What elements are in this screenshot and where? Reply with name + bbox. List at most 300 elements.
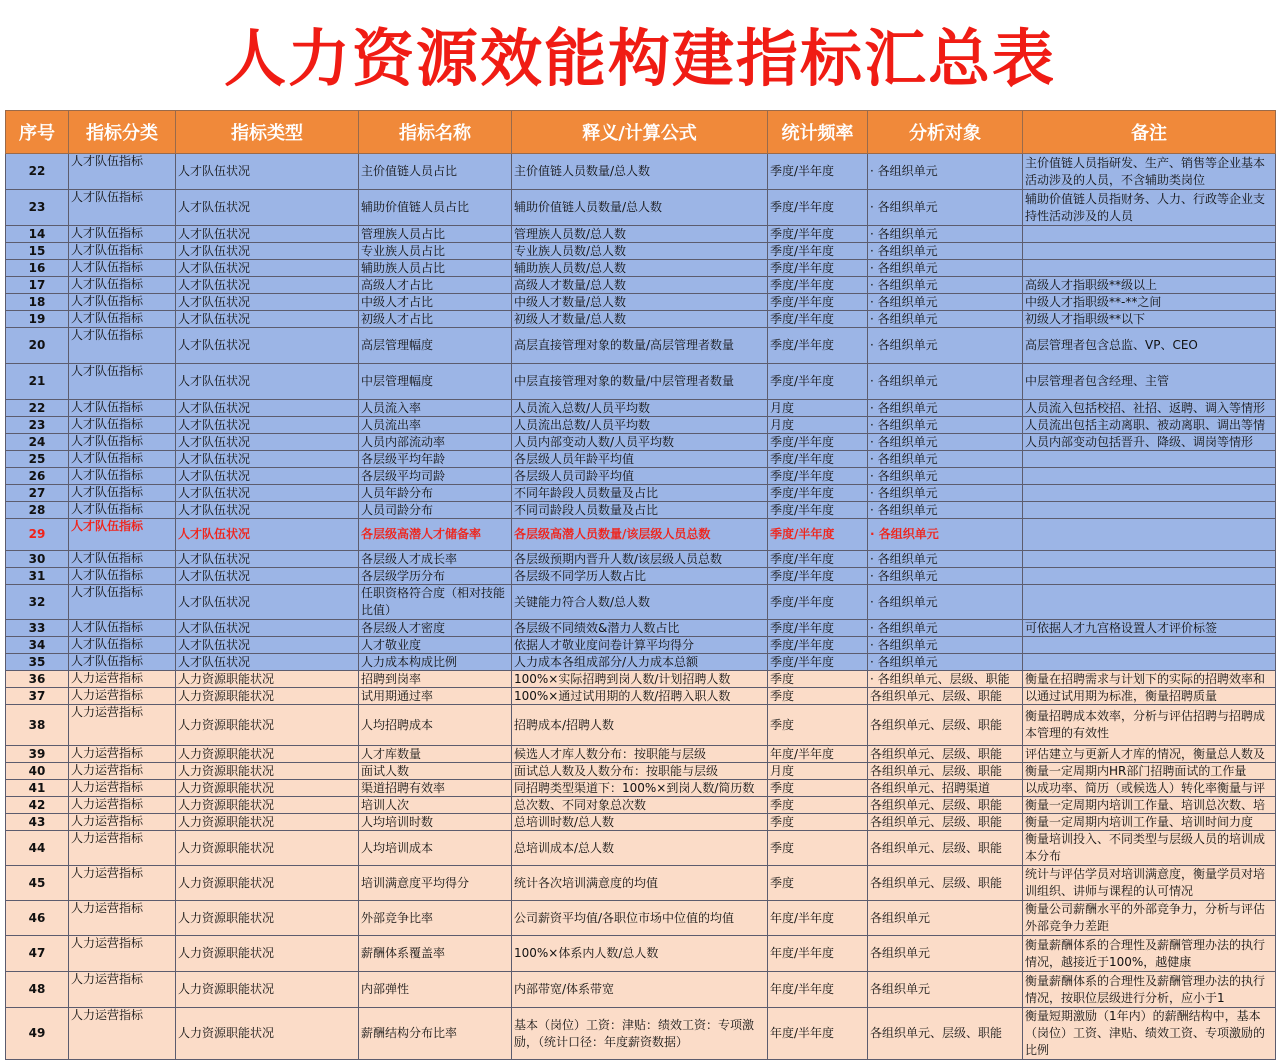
row-no: 26 <box>6 468 69 485</box>
row-note: 衡量公司薪酬水平的外部竞争力，分析与评估外部竞争力差距 <box>1023 901 1276 936</box>
row-name: 高级人才占比 <box>359 277 512 294</box>
row-category: 人才队伍指标 <box>69 519 176 551</box>
row-name: 招聘到岗率 <box>359 671 512 688</box>
row-name: 培训人次 <box>359 797 512 814</box>
row-formula: 招聘成本/招聘人数 <box>512 705 768 746</box>
row-object: · 各组织单元 <box>868 434 1023 451</box>
row-frequency: 季度 <box>768 705 868 746</box>
row-name: 人均培训成本 <box>359 831 512 866</box>
row-note: 衡量培训投入、不同类型与层级人员的培训成本分布 <box>1023 831 1276 866</box>
row-formula: 辅助族人员数/总人数 <box>512 260 768 277</box>
table-row <box>6 434 1276 451</box>
indicator-table <box>5 110 1276 1060</box>
row-note <box>1023 451 1276 468</box>
row-name: 人员内部流动率 <box>359 434 512 451</box>
row-note <box>1023 260 1276 277</box>
row-type: 人力资源职能状况 <box>176 866 359 901</box>
row-type: 人才队伍状况 <box>176 585 359 620</box>
row-note <box>1023 551 1276 568</box>
row-name: 人才敬业度 <box>359 637 512 654</box>
row-frequency: 季度/半年度 <box>768 190 868 226</box>
row-formula: 各层级预期内晋升人数/该层级人员总数 <box>512 551 768 568</box>
row-frequency: 季度/半年度 <box>768 328 868 364</box>
row-category: 人力运营指标 <box>69 705 176 746</box>
row-name: 专业族人员占比 <box>359 243 512 260</box>
row-object: · 各组织单元 <box>868 585 1023 620</box>
row-no: 45 <box>6 866 69 901</box>
row-type: 人才队伍状况 <box>176 154 359 190</box>
row-note: 统计与评估学员对培训满意度，衡量学员对培训组织、讲师与课程的认可情况 <box>1023 866 1276 901</box>
row-name: 高层管理幅度 <box>359 328 512 364</box>
row-frequency: 季度 <box>768 831 868 866</box>
row-frequency: 季度/半年度 <box>768 243 868 260</box>
row-no: 40 <box>6 763 69 780</box>
row-formula: 100%×通过试用期的人数/招聘入职人数 <box>512 688 768 705</box>
row-object: · 各组织单元、层级、职能 <box>868 671 1023 688</box>
row-note: 衡量招聘成本效率，分析与评估招聘与招聘成本管理的有效性 <box>1023 705 1276 746</box>
row-note <box>1023 637 1276 654</box>
table-row <box>6 620 1276 637</box>
row-type: 人才队伍状况 <box>176 364 359 400</box>
table-row <box>6 328 1276 364</box>
row-category: 人才队伍指标 <box>69 190 176 226</box>
row-formula: 同招聘类型渠道下：100%×到岗人数/简历数 <box>512 780 768 797</box>
row-formula: 初级人才数量/总人数 <box>512 311 768 328</box>
row-name: 辅助族人员占比 <box>359 260 512 277</box>
table-row <box>6 936 1276 972</box>
row-object: · 各组织单元 <box>868 654 1023 671</box>
row-formula: 总次数、不同对象总次数 <box>512 797 768 814</box>
row-name: 人均培训时数 <box>359 814 512 831</box>
row-category: 人才队伍指标 <box>69 620 176 637</box>
row-formula: 基本（岗位）工资：津贴：绩效工资：专项激励，（统计口径：年度薪资数据） <box>512 1008 768 1060</box>
row-frequency: 季度 <box>768 671 868 688</box>
row-type: 人才队伍状况 <box>176 468 359 485</box>
row-formula: 各层级高潜人员数量/该层级人员总数 <box>512 519 768 551</box>
row-category: 人力运营指标 <box>69 1008 176 1060</box>
row-category: 人才队伍指标 <box>69 260 176 277</box>
row-formula: 不同年龄段人员数量及占比 <box>512 485 768 502</box>
row-note: 衡量一定周期内培训工作量、培训时间力度 <box>1023 814 1276 831</box>
row-formula: 人力成本各组成部分/人力成本总额 <box>512 654 768 671</box>
row-name: 各层级平均司龄 <box>359 468 512 485</box>
row-note: 衡量一定周期内培训工作量、培训总次数、培 <box>1023 797 1276 814</box>
header-name: 指标名称 <box>359 111 512 154</box>
row-category: 人才队伍指标 <box>69 551 176 568</box>
row-name: 人才库数量 <box>359 746 512 763</box>
row-formula: 总培训成本/总人数 <box>512 831 768 866</box>
row-frequency: 季度/半年度 <box>768 154 868 190</box>
row-no: 24 <box>6 434 69 451</box>
table-row <box>6 746 1276 763</box>
row-name: 初级人才占比 <box>359 311 512 328</box>
table-row <box>6 311 1276 328</box>
row-note <box>1023 519 1276 551</box>
row-type: 人才队伍状况 <box>176 654 359 671</box>
table-row <box>6 226 1276 243</box>
row-name: 中级人才占比 <box>359 294 512 311</box>
row-object: · 各组织单元 <box>868 468 1023 485</box>
row-no: 21 <box>6 364 69 400</box>
row-frequency: 季度/半年度 <box>768 551 868 568</box>
row-no: 31 <box>6 568 69 585</box>
row-formula: 各层级人员年龄平均值 <box>512 451 768 468</box>
row-object: 各组织单元 <box>868 901 1023 936</box>
row-no: 28 <box>6 502 69 519</box>
row-note: 人员内部变动包括晋升、降级、调岗等情形 <box>1023 434 1276 451</box>
row-no: 43 <box>6 814 69 831</box>
row-category: 人才队伍指标 <box>69 364 176 400</box>
row-frequency: 季度/半年度 <box>768 568 868 585</box>
table-row <box>6 654 1276 671</box>
table-row <box>6 485 1276 502</box>
row-no: 35 <box>6 654 69 671</box>
row-object: · 各组织单元 <box>868 417 1023 434</box>
row-formula: 依据人才敬业度问卷计算平均得分 <box>512 637 768 654</box>
row-name: 各层级人才密度 <box>359 620 512 637</box>
row-type: 人才队伍状况 <box>176 485 359 502</box>
row-type: 人才队伍状况 <box>176 328 359 364</box>
row-type: 人才队伍状况 <box>176 568 359 585</box>
row-category: 人力运营指标 <box>69 780 176 797</box>
row-frequency: 季度/半年度 <box>768 311 868 328</box>
row-type: 人力资源职能状况 <box>176 688 359 705</box>
row-note: 中级人才指职级**-**之间 <box>1023 294 1276 311</box>
header-frequency: 统计频率 <box>768 111 868 154</box>
row-type: 人才队伍状况 <box>176 294 359 311</box>
row-category: 人力运营指标 <box>69 972 176 1008</box>
row-name: 主价值链人员占比 <box>359 154 512 190</box>
table-row <box>6 154 1276 190</box>
row-no: 38 <box>6 705 69 746</box>
table-row <box>6 780 1276 797</box>
row-name: 任职资格符合度（相对技能比值） <box>359 585 512 620</box>
row-no: 37 <box>6 688 69 705</box>
row-name: 外部竞争比率 <box>359 901 512 936</box>
row-object: · 各组织单元 <box>868 364 1023 400</box>
row-note: 辅助价值链人员指财务、人力、行政等企业支持性活动涉及的人员 <box>1023 190 1276 226</box>
row-object: 各组织单元 <box>868 972 1023 1008</box>
row-no: 42 <box>6 797 69 814</box>
row-no: 36 <box>6 671 69 688</box>
row-type: 人才队伍状况 <box>176 226 359 243</box>
row-frequency: 年度/半年度 <box>768 972 868 1008</box>
row-note <box>1023 654 1276 671</box>
row-type: 人才队伍状况 <box>176 551 359 568</box>
row-formula: 关键能力符合人数/总人数 <box>512 585 768 620</box>
row-frequency: 季度 <box>768 688 868 705</box>
row-frequency: 季度 <box>768 780 868 797</box>
table-row <box>6 763 1276 780</box>
row-no: 32 <box>6 585 69 620</box>
table-row <box>6 972 1276 1008</box>
row-object: · 各组织单元 <box>868 294 1023 311</box>
row-note: 衡量一定周期内HR部门招聘面试的工作量 <box>1023 763 1276 780</box>
header-object: 分析对象 <box>868 111 1023 154</box>
row-no: 41 <box>6 780 69 797</box>
row-note: 衡量短期激励（1年内）的薪酬结构中，基本（岗位）工资、津贴、绩效工资、专项激励的比例 <box>1023 1008 1276 1060</box>
table-row <box>6 277 1276 294</box>
row-category: 人才队伍指标 <box>69 485 176 502</box>
row-formula: 人员流入总数/人员平均数 <box>512 400 768 417</box>
row-no: 22 <box>6 400 69 417</box>
row-no: 25 <box>6 451 69 468</box>
row-name: 人员流入率 <box>359 400 512 417</box>
row-no: 47 <box>6 936 69 972</box>
row-category: 人力运营指标 <box>69 831 176 866</box>
table-row <box>6 797 1276 814</box>
row-note: 评估建立与更新人才库的情况，衡量总人数及 <box>1023 746 1276 763</box>
row-object: · 各组织单元 <box>868 400 1023 417</box>
row-note <box>1023 568 1276 585</box>
row-object: · 各组织单元 <box>868 243 1023 260</box>
row-formula: 面试总人数及人数分布：按职能与层级 <box>512 763 768 780</box>
row-category: 人才队伍指标 <box>69 226 176 243</box>
row-note: 人员流入包括校招、社招、返聘、调入等情形 <box>1023 400 1276 417</box>
row-category: 人才队伍指标 <box>69 154 176 190</box>
row-category: 人才队伍指标 <box>69 502 176 519</box>
table-row <box>6 364 1276 400</box>
row-category: 人力运营指标 <box>69 671 176 688</box>
row-formula: 辅助价值链人员数量/总人数 <box>512 190 768 226</box>
row-frequency: 季度/半年度 <box>768 502 868 519</box>
row-name: 各层级高潜人才储备率 <box>359 519 512 551</box>
row-type: 人力资源职能状况 <box>176 797 359 814</box>
row-object: 各组织单元、层级、职能 <box>868 1008 1023 1060</box>
row-type: 人力资源职能状况 <box>176 901 359 936</box>
row-formula: 各层级不同学历人数占比 <box>512 568 768 585</box>
row-frequency: 季度/半年度 <box>768 294 868 311</box>
row-object: · 各组织单元 <box>868 277 1023 294</box>
row-note: 可依据人才九宫格设置人才评价标签 <box>1023 620 1276 637</box>
row-category: 人才队伍指标 <box>69 585 176 620</box>
row-type: 人才队伍状况 <box>176 400 359 417</box>
row-category: 人才队伍指标 <box>69 468 176 485</box>
row-no: 33 <box>6 620 69 637</box>
row-note: 高级人才指职级**级以上 <box>1023 277 1276 294</box>
row-frequency: 季度 <box>768 866 868 901</box>
row-formula: 主价值链人员数量/总人数 <box>512 154 768 190</box>
row-category: 人才队伍指标 <box>69 400 176 417</box>
row-category: 人才队伍指标 <box>69 243 176 260</box>
row-no: 23 <box>6 190 69 226</box>
row-category: 人才队伍指标 <box>69 654 176 671</box>
row-object: · 各组织单元 <box>868 620 1023 637</box>
row-name: 人均招聘成本 <box>359 705 512 746</box>
row-object: 各组织单元、层级、职能 <box>868 746 1023 763</box>
row-no: 18 <box>6 294 69 311</box>
row-object: · 各组织单元 <box>868 190 1023 226</box>
row-type: 人力资源职能状况 <box>176 705 359 746</box>
table-row <box>6 294 1276 311</box>
row-name: 薪酬结构分布比率 <box>359 1008 512 1060</box>
row-object: 各组织单元、层级、职能 <box>868 797 1023 814</box>
table-row <box>6 671 1276 688</box>
row-type: 人才队伍状况 <box>176 451 359 468</box>
row-type: 人才队伍状况 <box>176 620 359 637</box>
row-name: 人员年龄分布 <box>359 485 512 502</box>
row-name: 内部弹性 <box>359 972 512 1008</box>
row-name: 辅助价值链人员占比 <box>359 190 512 226</box>
row-object: · 各组织单元 <box>868 226 1023 243</box>
row-object: · 各组织单元 <box>868 485 1023 502</box>
table-row <box>6 688 1276 705</box>
row-frequency: 季度/半年度 <box>768 434 868 451</box>
row-note: 衡量薪酬体系的合理性及薪酬管理办法的执行情况，越接近于100%，越健康 <box>1023 936 1276 972</box>
row-object: 各组织单元、层级、职能 <box>868 831 1023 866</box>
row-category: 人才队伍指标 <box>69 311 176 328</box>
row-no: 29 <box>6 519 69 551</box>
header-category: 指标分类 <box>69 111 176 154</box>
row-category: 人力运营指标 <box>69 866 176 901</box>
row-name: 面试人数 <box>359 763 512 780</box>
row-note: 主价值链人员指研发、生产、销售等企业基本活动涉及的人员，不含辅助类岗位 <box>1023 154 1276 190</box>
row-no: 39 <box>6 746 69 763</box>
table-row <box>6 519 1276 551</box>
row-category: 人力运营指标 <box>69 763 176 780</box>
table-row <box>6 1008 1276 1060</box>
row-name: 薪酬体系覆盖率 <box>359 936 512 972</box>
row-note <box>1023 468 1276 485</box>
row-type: 人才队伍状况 <box>176 260 359 277</box>
row-no: 23 <box>6 417 69 434</box>
row-formula: 人员内部变动人数/人员平均数 <box>512 434 768 451</box>
row-name: 人力成本构成比例 <box>359 654 512 671</box>
row-formula: 中层直接管理对象的数量/中层管理者数量 <box>512 364 768 400</box>
header-no: 序号 <box>6 111 69 154</box>
row-formula: 统计各次培训满意度的均值 <box>512 866 768 901</box>
row-object: 各组织单元、招聘渠道 <box>868 780 1023 797</box>
row-type: 人才队伍状况 <box>176 519 359 551</box>
row-name: 人员司龄分布 <box>359 502 512 519</box>
row-category: 人才队伍指标 <box>69 637 176 654</box>
row-type: 人力资源职能状况 <box>176 763 359 780</box>
row-frequency: 年度/半年度 <box>768 1008 868 1060</box>
row-type: 人才队伍状况 <box>176 277 359 294</box>
row-no: 48 <box>6 972 69 1008</box>
row-type: 人才队伍状况 <box>176 190 359 226</box>
table-row <box>6 814 1276 831</box>
row-formula: 100%×实际招聘到岗人数/计划招聘人数 <box>512 671 768 688</box>
row-name: 各层级平均年龄 <box>359 451 512 468</box>
row-object: 各组织单元、层级、职能 <box>868 688 1023 705</box>
row-category: 人力运营指标 <box>69 797 176 814</box>
row-category: 人才队伍指标 <box>69 328 176 364</box>
row-name: 中层管理幅度 <box>359 364 512 400</box>
row-frequency: 季度/半年度 <box>768 277 868 294</box>
header-note: 备注 <box>1023 111 1276 154</box>
row-category: 人才队伍指标 <box>69 417 176 434</box>
row-object: · 各组织单元 <box>868 502 1023 519</box>
row-note: 初级人才指职级**以下 <box>1023 311 1276 328</box>
table-row <box>6 451 1276 468</box>
row-object: · 各组织单元 <box>868 637 1023 654</box>
row-name: 各层级人才成长率 <box>359 551 512 568</box>
table-row <box>6 585 1276 620</box>
row-note <box>1023 485 1276 502</box>
row-object: · 各组织单元 <box>868 260 1023 277</box>
row-category: 人才队伍指标 <box>69 277 176 294</box>
row-object: 各组织单元 <box>868 936 1023 972</box>
row-name: 试用期通过率 <box>359 688 512 705</box>
table-row <box>6 190 1276 226</box>
row-formula: 各层级不同绩效&潜力人数占比 <box>512 620 768 637</box>
row-formula: 公司薪资平均值/各职位市场中位值的均值 <box>512 901 768 936</box>
table-row <box>6 502 1276 519</box>
row-frequency: 月度 <box>768 417 868 434</box>
row-formula: 内部带宽/体系带宽 <box>512 972 768 1008</box>
row-frequency: 季度/半年度 <box>768 260 868 277</box>
row-frequency: 年度/半年度 <box>768 746 868 763</box>
row-type: 人才队伍状况 <box>176 502 359 519</box>
row-note: 衡量薪酬体系的合理性及薪酬管理办法的执行情况，按职位层级进行分析，应小于1 <box>1023 972 1276 1008</box>
row-name: 管理族人员占比 <box>359 226 512 243</box>
row-frequency: 季度/半年度 <box>768 451 868 468</box>
page-title: 人力资源效能构建指标汇总表 <box>223 22 1056 95</box>
row-object: · 各组织单元 <box>868 451 1023 468</box>
header-type: 指标类型 <box>176 111 359 154</box>
table-row <box>6 417 1276 434</box>
row-note: 以通过试用期为标准，衡量招聘质量 <box>1023 688 1276 705</box>
row-frequency: 季度/半年度 <box>768 519 868 551</box>
row-formula: 人员流出总数/人员平均数 <box>512 417 768 434</box>
table-row <box>6 551 1276 568</box>
row-no: 27 <box>6 485 69 502</box>
row-type: 人才队伍状况 <box>176 243 359 260</box>
row-no: 49 <box>6 1008 69 1060</box>
row-category: 人才队伍指标 <box>69 451 176 468</box>
row-type: 人力资源职能状况 <box>176 1008 359 1060</box>
row-frequency: 月度 <box>768 763 868 780</box>
row-type: 人力资源职能状况 <box>176 780 359 797</box>
row-object: 各组织单元、层级、职能 <box>868 763 1023 780</box>
row-no: 19 <box>6 311 69 328</box>
row-frequency: 月度 <box>768 400 868 417</box>
table-header-row <box>6 111 1276 154</box>
row-type: 人才队伍状况 <box>176 311 359 328</box>
row-no: 20 <box>6 328 69 364</box>
row-note: 衡量在招聘需求与计划下的实际的招聘效率和 <box>1023 671 1276 688</box>
row-type: 人力资源职能状况 <box>176 671 359 688</box>
row-formula: 专业族人员数/总人数 <box>512 243 768 260</box>
table-row <box>6 831 1276 866</box>
row-formula: 中级人才数量/总人数 <box>512 294 768 311</box>
header-formula: 释义/计算公式 <box>512 111 768 154</box>
row-object: · 各组织单元 <box>868 551 1023 568</box>
row-object: · 各组织单元 <box>868 519 1023 551</box>
row-formula: 高层直接管理对象的数量/高层管理者数量 <box>512 328 768 364</box>
row-object: 各组织单元、层级、职能 <box>868 705 1023 746</box>
table-row <box>6 568 1276 585</box>
row-type: 人力资源职能状况 <box>176 814 359 831</box>
table-row <box>6 260 1276 277</box>
row-note <box>1023 226 1276 243</box>
row-formula: 高级人才数量/总人数 <box>512 277 768 294</box>
row-name: 各层级学历分布 <box>359 568 512 585</box>
row-category: 人力运营指标 <box>69 746 176 763</box>
row-note <box>1023 243 1276 260</box>
row-note: 人员流出包括主动离职、被动离职、调出等情 <box>1023 417 1276 434</box>
row-frequency: 年度/半年度 <box>768 901 868 936</box>
table-row <box>6 866 1276 901</box>
row-formula: 各层级人员司龄平均值 <box>512 468 768 485</box>
row-frequency: 年度/半年度 <box>768 936 868 972</box>
row-no: 14 <box>6 226 69 243</box>
row-category: 人才队伍指标 <box>69 294 176 311</box>
row-formula: 管理族人员数/总人数 <box>512 226 768 243</box>
row-formula: 不同司龄段人员数量及占比 <box>512 502 768 519</box>
row-category: 人力运营指标 <box>69 688 176 705</box>
